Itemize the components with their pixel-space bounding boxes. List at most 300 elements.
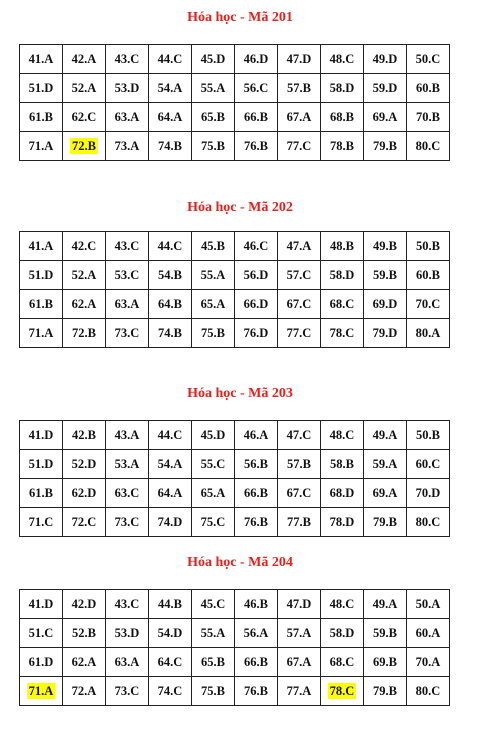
answer-cell bbox=[278, 619, 321, 648]
answer-cell bbox=[364, 74, 407, 103]
answer-text: 78.D bbox=[329, 514, 355, 529]
answer-cell bbox=[278, 479, 321, 508]
answer-text: 75.B bbox=[201, 138, 225, 153]
answer-cell bbox=[63, 450, 106, 479]
answer-text: 62.A bbox=[71, 654, 97, 669]
answer-cell bbox=[192, 508, 235, 537]
answer-cell bbox=[235, 319, 278, 348]
answer-text: 73.C bbox=[114, 325, 140, 340]
answer-text: 71.A bbox=[28, 325, 54, 340]
table-row bbox=[20, 421, 450, 450]
answer-cell bbox=[235, 132, 278, 161]
answer-cell bbox=[407, 232, 450, 261]
answer-cell bbox=[63, 319, 106, 348]
answer-cell bbox=[407, 290, 450, 319]
answer-cell bbox=[106, 508, 149, 537]
answer-cell bbox=[63, 619, 106, 648]
answer-text: 68.B bbox=[330, 109, 354, 124]
answer-table-202 bbox=[19, 231, 450, 348]
answer-text: 53.C bbox=[114, 267, 140, 282]
answer-cell bbox=[192, 648, 235, 677]
answer-cell bbox=[235, 290, 278, 319]
answer-text: 70.B bbox=[416, 109, 440, 124]
answer-cell bbox=[20, 261, 63, 290]
answer-text: 77.B bbox=[287, 514, 311, 529]
answer-cell bbox=[321, 132, 364, 161]
answer-cell bbox=[321, 648, 364, 677]
answer-text: 45.C bbox=[200, 596, 226, 611]
answer-text: 70.C bbox=[415, 296, 441, 311]
answer-text: 60.A bbox=[415, 625, 441, 640]
answer-cell bbox=[20, 45, 63, 74]
answer-text: 54.A bbox=[157, 456, 183, 471]
answer-cell bbox=[149, 619, 192, 648]
answer-cell bbox=[235, 648, 278, 677]
answer-text: 69.A bbox=[372, 485, 398, 500]
answer-text: 74.D bbox=[157, 514, 183, 529]
answer-cell bbox=[106, 74, 149, 103]
answer-cell bbox=[149, 648, 192, 677]
answer-text: 50.B bbox=[416, 238, 440, 253]
answer-text: 46.C bbox=[243, 238, 269, 253]
answer-text: 53.A bbox=[114, 456, 140, 471]
answer-cell bbox=[364, 479, 407, 508]
answer-cell bbox=[20, 290, 63, 319]
answer-text: 79.B bbox=[373, 683, 397, 698]
answer-text: 77.A bbox=[286, 683, 312, 698]
answer-text: 76.D bbox=[243, 325, 269, 340]
answer-text: 64.C bbox=[157, 654, 183, 669]
answer-cell bbox=[278, 45, 321, 74]
answer-text: 74.B bbox=[158, 325, 182, 340]
answer-cell bbox=[407, 45, 450, 74]
answer-text: 49.B bbox=[373, 238, 397, 253]
answer-cell bbox=[192, 450, 235, 479]
answer-cell bbox=[321, 421, 364, 450]
answer-text: 47.D bbox=[286, 51, 312, 66]
answer-cell bbox=[407, 74, 450, 103]
answer-text: 67.A bbox=[286, 109, 312, 124]
answer-cell bbox=[192, 45, 235, 74]
answer-text: 61.B bbox=[29, 109, 53, 124]
answer-text: 63.A bbox=[114, 296, 140, 311]
answer-text: 65.A bbox=[200, 296, 226, 311]
answer-text: 55.A bbox=[200, 625, 226, 640]
answer-cell bbox=[407, 261, 450, 290]
answer-cell bbox=[149, 508, 192, 537]
answer-cell bbox=[321, 232, 364, 261]
answer-cell bbox=[149, 450, 192, 479]
answer-cell bbox=[20, 590, 63, 619]
answer-text: 60.B bbox=[416, 267, 440, 282]
answer-cell bbox=[364, 450, 407, 479]
answer-cell bbox=[278, 319, 321, 348]
table-row bbox=[20, 619, 450, 648]
answer-text: 71.C bbox=[28, 514, 54, 529]
answer-text: 66.D bbox=[243, 296, 269, 311]
answer-text: 44.C bbox=[157, 51, 183, 66]
answer-cell bbox=[20, 421, 63, 450]
answer-cell bbox=[321, 479, 364, 508]
answer-cell bbox=[149, 677, 192, 706]
answer-text: 78.B bbox=[330, 138, 354, 153]
answer-cell bbox=[192, 479, 235, 508]
answer-cell bbox=[20, 619, 63, 648]
answer-text: 42.D bbox=[71, 596, 97, 611]
answer-cell bbox=[63, 479, 106, 508]
answer-cell bbox=[321, 290, 364, 319]
answer-cell bbox=[235, 590, 278, 619]
answer-cell bbox=[63, 508, 106, 537]
answer-text: 58.D bbox=[329, 267, 355, 282]
answer-cell bbox=[20, 450, 63, 479]
answer-cell bbox=[364, 619, 407, 648]
answer-text: 46.A bbox=[243, 427, 269, 442]
answer-text: 60.B bbox=[416, 80, 440, 95]
answer-cell bbox=[278, 677, 321, 706]
answer-text: 68.D bbox=[329, 485, 355, 500]
answer-cell bbox=[63, 648, 106, 677]
answer-text: 64.B bbox=[158, 296, 182, 311]
answer-cell bbox=[278, 450, 321, 479]
answer-cell bbox=[278, 132, 321, 161]
answer-cell bbox=[321, 74, 364, 103]
answer-text: 47.A bbox=[286, 238, 312, 253]
answer-text: 42.A bbox=[71, 51, 97, 66]
answer-text: 55.C bbox=[200, 456, 226, 471]
answer-cell bbox=[106, 479, 149, 508]
answer-cell bbox=[407, 479, 450, 508]
answer-cell bbox=[407, 103, 450, 132]
answer-cell bbox=[235, 232, 278, 261]
answer-cell bbox=[149, 74, 192, 103]
answer-cell bbox=[321, 103, 364, 132]
answer-cell bbox=[321, 619, 364, 648]
answer-text: 62.D bbox=[71, 485, 97, 500]
answer-text: 47.D bbox=[286, 596, 312, 611]
answer-text: 69.D bbox=[372, 296, 398, 311]
answer-cell bbox=[20, 74, 63, 103]
answer-text: 51.D bbox=[28, 80, 54, 95]
answer-text: 58.B bbox=[330, 456, 354, 471]
answer-cell bbox=[364, 677, 407, 706]
answer-text: 48.C bbox=[329, 596, 355, 611]
answer-cell bbox=[235, 103, 278, 132]
answer-text: 41.A bbox=[28, 238, 54, 253]
answer-cell bbox=[106, 132, 149, 161]
answer-cell bbox=[149, 232, 192, 261]
answer-cell bbox=[63, 45, 106, 74]
answer-text: 67.C bbox=[286, 296, 312, 311]
answer-text: 80.C bbox=[415, 138, 441, 153]
table-row bbox=[20, 319, 450, 348]
answer-cell bbox=[106, 103, 149, 132]
table-row bbox=[20, 132, 450, 161]
answer-text: 43.C bbox=[114, 51, 140, 66]
answer-text: 41.D bbox=[28, 596, 54, 611]
answer-table-203 bbox=[19, 420, 450, 537]
answer-cell bbox=[63, 261, 106, 290]
answer-cell bbox=[321, 590, 364, 619]
answer-cell bbox=[106, 232, 149, 261]
answer-cell bbox=[149, 132, 192, 161]
answer-text: 52.B bbox=[72, 625, 96, 640]
answer-text: 41.A bbox=[28, 51, 54, 66]
answer-text: 68.C bbox=[329, 654, 355, 669]
answer-text: 59.D bbox=[372, 80, 398, 95]
answer-cell bbox=[149, 421, 192, 450]
answer-cell bbox=[106, 319, 149, 348]
answer-cell bbox=[235, 450, 278, 479]
answer-cell bbox=[20, 677, 63, 706]
answer-cell bbox=[20, 103, 63, 132]
answer-cell bbox=[63, 290, 106, 319]
answer-cell bbox=[106, 261, 149, 290]
answer-text: 47.C bbox=[286, 427, 312, 442]
answer-text: 70.D bbox=[415, 485, 441, 500]
answer-cell bbox=[149, 319, 192, 348]
answer-text-highlighted: 72.B bbox=[72, 138, 96, 153]
table-row bbox=[20, 450, 450, 479]
table-row bbox=[20, 74, 450, 103]
section-title-202: Hóa học - Mã 202 bbox=[187, 200, 293, 215]
answer-cell bbox=[149, 45, 192, 74]
answer-text-highlighted: 71.A bbox=[28, 683, 54, 698]
answer-cell bbox=[63, 590, 106, 619]
answer-text: 58.D bbox=[329, 625, 355, 640]
answer-cell bbox=[321, 261, 364, 290]
table-row bbox=[20, 508, 450, 537]
answer-text: 45.D bbox=[200, 427, 226, 442]
answer-text: 61.B bbox=[29, 296, 53, 311]
answer-text: 52.D bbox=[71, 456, 97, 471]
answer-cell bbox=[106, 619, 149, 648]
answer-cell bbox=[63, 103, 106, 132]
answer-text: 55.A bbox=[200, 267, 226, 282]
answer-cell bbox=[278, 590, 321, 619]
answer-cell bbox=[278, 290, 321, 319]
answer-cell bbox=[106, 45, 149, 74]
answer-cell bbox=[278, 261, 321, 290]
answer-text: 51.C bbox=[28, 625, 54, 640]
answer-text: 56.B bbox=[244, 456, 268, 471]
answer-text: 77.C bbox=[286, 325, 312, 340]
answer-text: 45.D bbox=[200, 51, 226, 66]
answer-text: 41.D bbox=[28, 427, 54, 442]
answer-text: 74.B bbox=[158, 138, 182, 153]
answer-text: 80.C bbox=[415, 683, 441, 698]
answer-cell bbox=[192, 319, 235, 348]
answer-cell bbox=[407, 421, 450, 450]
answer-cell bbox=[364, 45, 407, 74]
answer-cell bbox=[235, 421, 278, 450]
answer-text: 57.B bbox=[287, 456, 311, 471]
answer-cell bbox=[192, 421, 235, 450]
answer-text: 48.C bbox=[329, 427, 355, 442]
answer-cell bbox=[106, 648, 149, 677]
answer-text: 59.A bbox=[372, 456, 398, 471]
answer-cell bbox=[192, 74, 235, 103]
answer-cell bbox=[278, 421, 321, 450]
answer-cell bbox=[235, 45, 278, 74]
answer-text: 65.B bbox=[201, 109, 225, 124]
answer-text: 56.D bbox=[243, 267, 269, 282]
answer-text: 61.D bbox=[28, 654, 54, 669]
answer-cell bbox=[407, 132, 450, 161]
answer-cell bbox=[407, 319, 450, 348]
answer-cell bbox=[321, 677, 364, 706]
answer-cell bbox=[235, 261, 278, 290]
answer-text: 78.C bbox=[329, 325, 355, 340]
answer-text: 45.B bbox=[201, 238, 225, 253]
section-title-203: Hóa học - Mã 203 bbox=[187, 386, 293, 401]
table-row bbox=[20, 648, 450, 677]
answer-cell bbox=[192, 677, 235, 706]
answer-cell bbox=[278, 74, 321, 103]
answer-text: 49.A bbox=[372, 427, 398, 442]
answer-text: 53.D bbox=[114, 625, 140, 640]
answer-cell bbox=[321, 319, 364, 348]
answer-cell bbox=[235, 74, 278, 103]
answer-cell bbox=[364, 132, 407, 161]
answer-cell bbox=[63, 74, 106, 103]
answer-text: 66.B bbox=[244, 485, 268, 500]
answer-cell bbox=[192, 103, 235, 132]
answer-text: 67.A bbox=[286, 654, 312, 669]
answer-text-highlighted: 78.C bbox=[329, 683, 355, 698]
answer-cell bbox=[192, 590, 235, 619]
answer-text: 61.B bbox=[29, 485, 53, 500]
answer-cell bbox=[149, 103, 192, 132]
answer-text: 76.B bbox=[244, 138, 268, 153]
answer-text: 70.A bbox=[415, 654, 441, 669]
answer-text: 76.B bbox=[244, 683, 268, 698]
answer-cell bbox=[235, 508, 278, 537]
answer-cell bbox=[63, 421, 106, 450]
answer-text: 62.A bbox=[71, 296, 97, 311]
answer-cell bbox=[106, 450, 149, 479]
answer-text: 46.B bbox=[244, 596, 268, 611]
answer-text: 59.B bbox=[373, 267, 397, 282]
answer-cell bbox=[364, 648, 407, 677]
answer-text: 50.A bbox=[415, 596, 441, 611]
answer-text: 79.B bbox=[373, 514, 397, 529]
answer-text: 80.A bbox=[415, 325, 441, 340]
answer-cell bbox=[106, 421, 149, 450]
answer-text: 65.B bbox=[201, 654, 225, 669]
answer-cell bbox=[407, 648, 450, 677]
answer-text: 50.C bbox=[415, 51, 441, 66]
answer-cell bbox=[192, 261, 235, 290]
answer-text: 49.D bbox=[372, 51, 398, 66]
answer-cell bbox=[192, 232, 235, 261]
table-row bbox=[20, 103, 450, 132]
answer-text: 54.D bbox=[157, 625, 183, 640]
answer-cell bbox=[235, 677, 278, 706]
answer-text: 69.B bbox=[373, 654, 397, 669]
answer-text: 62.C bbox=[71, 109, 97, 124]
answer-text: 72.C bbox=[71, 514, 97, 529]
answer-text: 46.D bbox=[243, 51, 269, 66]
answer-cell bbox=[149, 261, 192, 290]
answer-cell bbox=[20, 479, 63, 508]
answer-cell bbox=[321, 508, 364, 537]
answer-text: 51.D bbox=[28, 267, 54, 282]
answer-text: 57.A bbox=[286, 625, 312, 640]
answer-text: 79.D bbox=[372, 325, 398, 340]
answer-text: 63.A bbox=[114, 654, 140, 669]
answer-cell bbox=[63, 132, 106, 161]
answer-text: 44.C bbox=[157, 427, 183, 442]
answer-table-204 bbox=[19, 589, 450, 706]
answer-cell bbox=[235, 619, 278, 648]
answer-text: 56.C bbox=[243, 80, 269, 95]
answer-cell bbox=[235, 479, 278, 508]
answer-text: 69.A bbox=[372, 109, 398, 124]
answer-cell bbox=[321, 450, 364, 479]
answer-cell bbox=[278, 103, 321, 132]
answer-cell bbox=[149, 290, 192, 319]
answer-text: 66.B bbox=[244, 109, 268, 124]
answer-cell bbox=[278, 508, 321, 537]
answer-table-201 bbox=[19, 44, 450, 161]
answer-cell bbox=[192, 290, 235, 319]
answer-text: 68.C bbox=[329, 296, 355, 311]
answer-cell bbox=[407, 450, 450, 479]
answer-text: 54.A bbox=[157, 80, 183, 95]
answer-text: 66.B bbox=[244, 654, 268, 669]
answer-cell bbox=[364, 319, 407, 348]
answer-text: 51.D bbox=[28, 456, 54, 471]
answer-cell bbox=[364, 290, 407, 319]
answer-text: 49.A bbox=[372, 596, 398, 611]
answer-text: 43.C bbox=[114, 596, 140, 611]
table-row bbox=[20, 261, 450, 290]
answer-text: 43.A bbox=[114, 427, 140, 442]
answer-text: 43.C bbox=[114, 238, 140, 253]
answer-text: 57.B bbox=[287, 80, 311, 95]
answer-cell bbox=[149, 590, 192, 619]
answer-text: 44.C bbox=[157, 238, 183, 253]
answer-text: 42.B bbox=[72, 427, 96, 442]
answer-text: 54.B bbox=[158, 267, 182, 282]
answer-text: 63.C bbox=[114, 485, 140, 500]
answer-cell bbox=[407, 508, 450, 537]
table-row bbox=[20, 290, 450, 319]
answer-text: 63.A bbox=[114, 109, 140, 124]
answer-text: 75.C bbox=[200, 514, 226, 529]
answer-cell bbox=[20, 132, 63, 161]
answer-text: 79.B bbox=[373, 138, 397, 153]
answer-cell bbox=[364, 232, 407, 261]
answer-cell bbox=[106, 290, 149, 319]
answer-text: 52.A bbox=[71, 80, 97, 95]
answer-text: 59.B bbox=[373, 625, 397, 640]
answer-text: 60.C bbox=[415, 456, 441, 471]
answer-cell bbox=[106, 677, 149, 706]
answer-text: 44.B bbox=[158, 596, 182, 611]
answer-text: 77.C bbox=[286, 138, 312, 153]
answer-text: 75.B bbox=[201, 683, 225, 698]
answer-text: 73.C bbox=[114, 683, 140, 698]
section-title-204: Hóa học - Mã 204 bbox=[187, 555, 293, 570]
answer-cell bbox=[20, 508, 63, 537]
answer-text: 42.C bbox=[71, 238, 97, 253]
table-row bbox=[20, 677, 450, 706]
answer-text: 72.A bbox=[71, 683, 97, 698]
answer-text: 55.A bbox=[200, 80, 226, 95]
answer-cell bbox=[20, 232, 63, 261]
